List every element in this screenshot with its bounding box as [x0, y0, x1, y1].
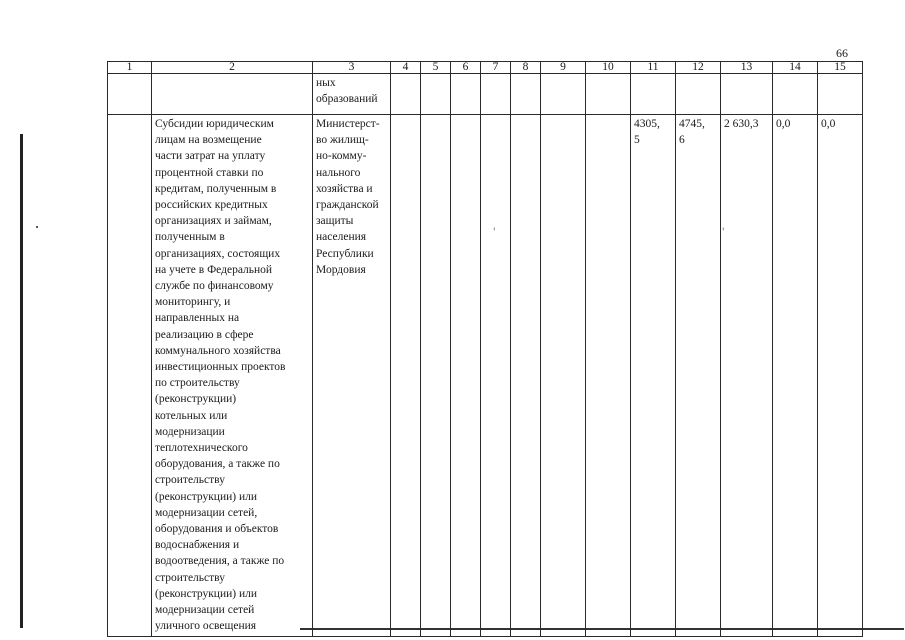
table-cell: [541, 74, 586, 115]
budget-table: [107, 61, 863, 637]
column-header: 5: [421, 62, 451, 74]
table-cell: [108, 74, 152, 115]
value-cell: 4305, 5: [631, 115, 676, 637]
table-cell: [511, 74, 541, 115]
column-header: 15: [818, 62, 863, 74]
table-cell: [676, 74, 721, 115]
table-cell: [391, 115, 421, 637]
table-cell-continued-text: ных образований: [313, 74, 391, 115]
value-cell: 2 630,3: [721, 115, 773, 637]
table-cell: [421, 74, 451, 115]
column-header: 8: [511, 62, 541, 74]
table-cell: [152, 74, 313, 115]
table-cell: [541, 115, 586, 637]
value-cell: 0,0: [773, 115, 818, 637]
table-cell: [108, 115, 152, 637]
measure-description: Субсидии юридическим лицам на возмещение части затрат на уплату процентной ставки по кредитам, полученным в российских кредитных организациях и займам, полученным в организациях, состоящих на учете в Федеральной службе по финансовому мониторингу, и направленных на реализацию в сфере коммунального хозяйства инвестиционных проектов по строительству (реконструкции) котельных или модернизации теплотехнического оборудования, а также по строительству (реконструкции) или модернизации сетей, оборудования и объектов водоснабжения и водоотведения, а также по строительству (реконструкции) или модернизации сетей уличного освещения: [152, 115, 313, 637]
continuation-row: [108, 74, 863, 115]
column-header: 1: [108, 62, 152, 74]
page-number: 66: [836, 46, 848, 60]
table-cell: [721, 74, 773, 115]
column-header: 13: [721, 62, 773, 74]
table-cell: [451, 115, 481, 637]
column-header: 14: [773, 62, 818, 74]
column-number-row: [108, 62, 863, 74]
responsible-executor: Министерст- во жилищ- но-комму- нального хозяйства и гражданской защиты населения Республики Мордовия: [313, 115, 391, 637]
value-cell: 4745, 6: [676, 115, 721, 637]
table-cell: [481, 74, 511, 115]
table-cell: [391, 74, 421, 115]
scan-speck: [36, 226, 38, 228]
stray-mark: ‹: [493, 224, 496, 233]
table-cell: [631, 74, 676, 115]
value-cell: 0,0: [818, 115, 863, 637]
column-header: 4: [391, 62, 421, 74]
column-header: 6: [451, 62, 481, 74]
column-header: 9: [541, 62, 586, 74]
table-cell: [511, 115, 541, 637]
table-cell: [481, 115, 511, 637]
column-header: 12: [676, 62, 721, 74]
column-header: 10: [586, 62, 631, 74]
table-cell: [773, 74, 818, 115]
column-header: 3: [313, 62, 391, 74]
table-cell: [421, 115, 451, 637]
scan-edge-line: [20, 134, 23, 628]
stray-mark: ‹: [722, 224, 725, 233]
column-header: 7: [481, 62, 511, 74]
table-cell: [586, 115, 631, 637]
column-header: 2: [152, 62, 313, 74]
table-cell: [586, 74, 631, 115]
table-cell: [818, 74, 863, 115]
table-row: [108, 115, 863, 637]
column-header: 11: [631, 62, 676, 74]
table-cell: [451, 74, 481, 115]
